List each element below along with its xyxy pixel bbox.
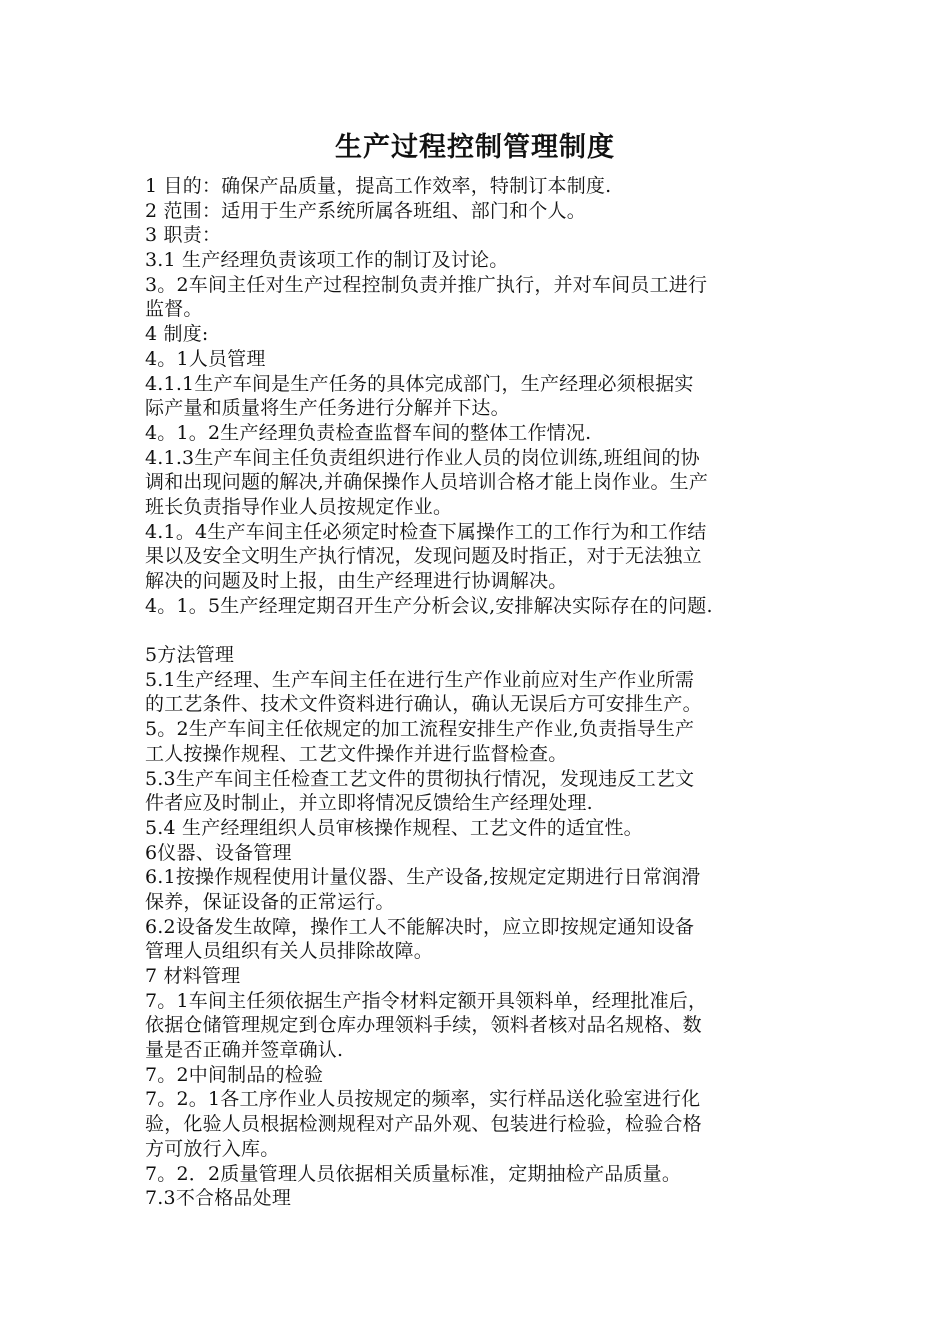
text-line: 3 职责： bbox=[145, 224, 222, 247]
text-line: 7。2．2质量管理人员依据相关质量标准，定期抽检产品质量。 bbox=[145, 1162, 682, 1185]
text-line: 依据仓储管理规定到仓库办理领料手续，领料者核对品名规格、数 bbox=[145, 1014, 702, 1037]
text-line: 7。2。1各工序作业人员按规定的频率，实行样品送化验室进行化 bbox=[145, 1088, 701, 1111]
text-line: 1 目的：确保产品质量，提高工作效率，特制订本制度. bbox=[145, 175, 612, 197]
text-line: 3.1 生产经理负责该项工作的制订及讨论。 bbox=[145, 249, 509, 272]
text-line: 4 制度: bbox=[145, 323, 209, 346]
text-line: 工人按操作规程、工艺文件操作并进行监督检查。 bbox=[145, 742, 568, 765]
text-line: 保养，保证设备的正常运行。 bbox=[145, 890, 395, 913]
text-line: 调和出现问题的解决,并确保操作人员培训合格才能上岗作业。生产 bbox=[145, 471, 709, 494]
text-line: 2 范围：适用于生产系统所属各班组、部门和个人。 bbox=[145, 199, 586, 222]
text-line: 班长负责指导作业人员按规定作业。 bbox=[145, 495, 453, 518]
text-line: 4。1。5生产经理定期召开生产分析会议,安排解决实际存在的问题. bbox=[145, 594, 713, 617]
text-line: 管理人员组织有关人员排除故障。 bbox=[145, 940, 434, 963]
text-line: 解决的问题及时上报，由生产经理进行协调解决。 bbox=[145, 570, 568, 592]
text-line: 3。2车间主任对生产过程控制负责并推广执行，并对车间员工进行 bbox=[145, 273, 708, 296]
text-line: 6仪器、设备管理 bbox=[145, 841, 292, 864]
text-line: 7.3不合格品处理 bbox=[145, 1187, 292, 1210]
text-line: 量是否正确并签章确认. bbox=[145, 1039, 344, 1062]
text-line: 果以及安全文明生产执行情况，发现问题及时指正，对于无法独立 bbox=[145, 545, 702, 568]
text-line: 6.2设备发生故障，操作工人不能解决时，应立即按规定通知设备 bbox=[145, 915, 695, 938]
text-line: 4.1。4生产车间主任必须定时检查下属操作工的工作行为和工作结 bbox=[145, 520, 707, 543]
text-line: 7 材料管理 bbox=[145, 965, 241, 987]
text-line: 7。2中间制品的检验 bbox=[145, 1063, 324, 1086]
document-title: 生产过程控制管理制度 bbox=[335, 132, 615, 163]
text-line: 5.1生产经理、生产车间主任在进行生产作业前应对生产作业所需 bbox=[145, 668, 695, 691]
text-line: 7。1车间主任须依据生产指令材料定额开具领料单，经理批准后， bbox=[145, 989, 708, 1012]
text-line: 4.1.3生产车间主任负责组织进行作业人员的岗位训练,班组间的协 bbox=[145, 446, 700, 469]
text-line: 5。2生产车间主任依规定的加工流程安排生产作业,负责指导生产 bbox=[145, 718, 695, 741]
text-line: 4。1人员管理 bbox=[145, 347, 266, 370]
text-line: 监督。 bbox=[145, 298, 203, 321]
text-line: 件者应及时制止，并立即将情况反馈给生产经理处理. bbox=[145, 792, 593, 815]
text-line: 方可放行入库。 bbox=[145, 1137, 280, 1160]
text-line: 4.1.1生产车间是生产任务的具体完成部门，生产经理必须根据实 bbox=[145, 372, 694, 395]
text-line: 4。1。2生产经理负责检查监督车间的整体工作情况. bbox=[145, 421, 592, 444]
text-line: 5.4 生产经理组织人员审核操作规程、工艺文件的适宜性。 bbox=[145, 816, 643, 839]
text-line: 验，化验人员根据检测规程对产品外观、包装进行检验，检验合格 bbox=[145, 1113, 702, 1136]
text-line: 6.1按操作规程使用计量仪器、生产设备,按规定定期进行日常润滑 bbox=[145, 866, 701, 889]
text-line: 5.3生产车间主任检查工艺文件的贯彻执行情况，发现违反工艺文 bbox=[145, 767, 695, 790]
text-line: 际产量和质量将生产任务进行分解并下达。 bbox=[145, 397, 510, 420]
text-line: 的工艺条件、技术文件资料进行确认，确认无误后方可安排生产。 bbox=[145, 693, 702, 716]
document-body bbox=[145, 174, 820, 1211]
blank-line bbox=[145, 618, 820, 643]
text-line: 5方法管理 bbox=[145, 644, 235, 667]
